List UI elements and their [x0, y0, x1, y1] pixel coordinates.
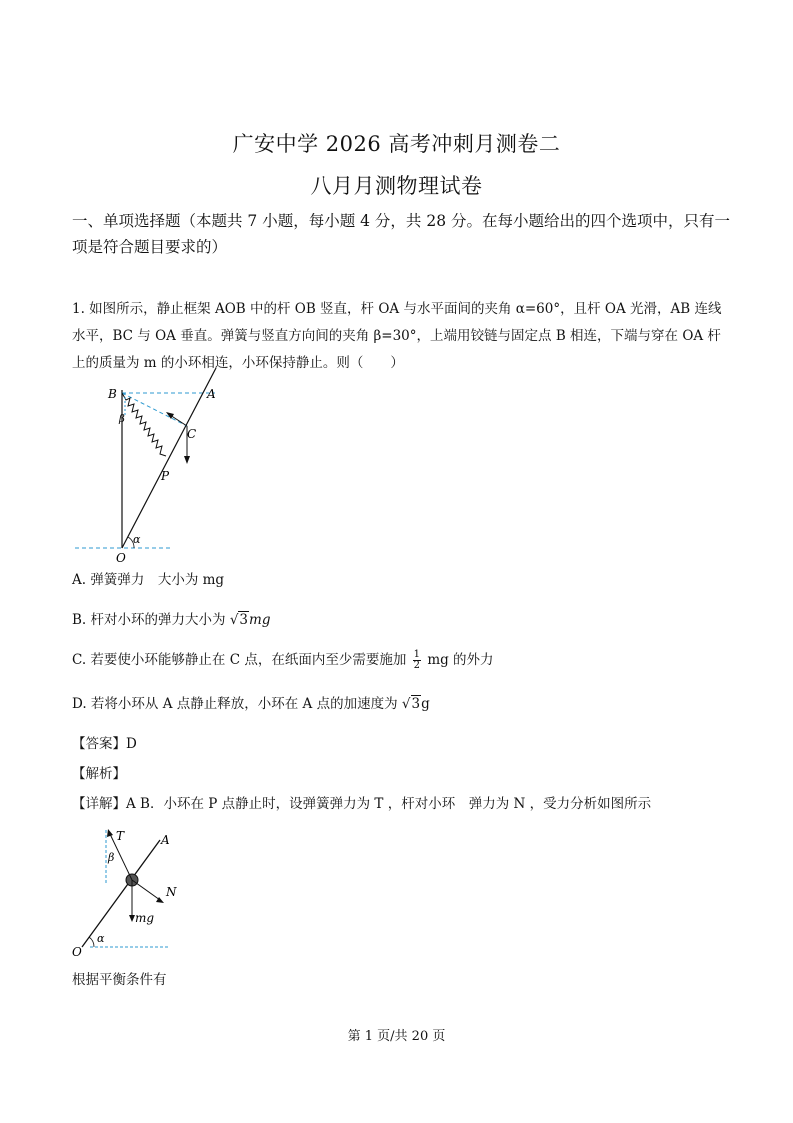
bc-dashed-line: [122, 393, 187, 426]
page-footer: 第 1 页/共 20 页: [347, 1029, 446, 1044]
question-stem: 1. 如图所示，静止框架 AOB 中的杆 OB 竖直，杆 OA 与水平面间的夹角 α=60°，且杆 OA 光滑，AB 连线水平，BC 与 OA 垂直。弹簧与竖直方向间的夹角 β=30°，上端用铰链与固定点 B 相连，下端与穿在 OA 杆上的质量为 m 的小环相连，小环保持静止。则（ ）: [72, 301, 722, 371]
label-o: O: [72, 945, 82, 959]
exam-subtitle: 八月月测物理试卷: [310, 174, 483, 198]
fraction: $\frac{1}{2}$: [413, 649, 421, 671]
question-figure: [70, 360, 240, 565]
label-o: O: [116, 551, 126, 565]
sqrt-symbol: √3: [229, 612, 249, 628]
label-t: T: [116, 829, 125, 843]
sqrt-symbol: √3: [401, 696, 421, 712]
label-b: B: [108, 387, 117, 401]
label-a: A: [161, 833, 170, 847]
label-p: P: [161, 469, 170, 483]
label-n: N: [166, 885, 177, 899]
option-c: C. 若要使小环能够静止在 C 点，在纸面内至少需要施加 $\frac{1}{2}$ mg 的外力: [72, 649, 494, 671]
label-beta: β: [108, 851, 115, 864]
label-a: A: [207, 387, 216, 401]
label-mg: mg: [135, 911, 155, 925]
analysis-label: 【解析】: [72, 766, 126, 782]
label-alpha: α: [133, 533, 141, 546]
exam-title: 广安中学 2026 高考冲刺月测卷二: [232, 132, 561, 156]
rod-oa: [122, 368, 216, 548]
section-heading: 一、单项选择题（本题共 7 小题，每小题 4 分，共 28 分。在每小题给出的四个选项中，只有一项是符合题目要求的）: [72, 212, 731, 256]
label-alpha: α: [97, 932, 105, 945]
label-beta: β: [119, 414, 125, 425]
label-c: C: [187, 427, 197, 441]
option-b: B. 杆对小环的弹力大小为 √3mg: [72, 612, 271, 628]
arrow-cb: [170, 415, 187, 426]
force-figure: [70, 820, 180, 960]
detail-text: 【详解】A B．小环在 P 点静止时，设弹簧弹力为 T ，杆对小环 弹力为 N ，受力分析如图所示: [72, 796, 652, 812]
equilibrium-text: 根据平衡条件有: [72, 972, 167, 988]
answer-label: 【答案】D: [72, 736, 137, 752]
spring: [122, 393, 166, 456]
option-a: A. 弹簧弹力 大小为 mg: [72, 572, 225, 588]
option-d: D. 若将小环从 A 点静止释放，小环在 A 点的加速度为 √3g: [72, 696, 430, 712]
